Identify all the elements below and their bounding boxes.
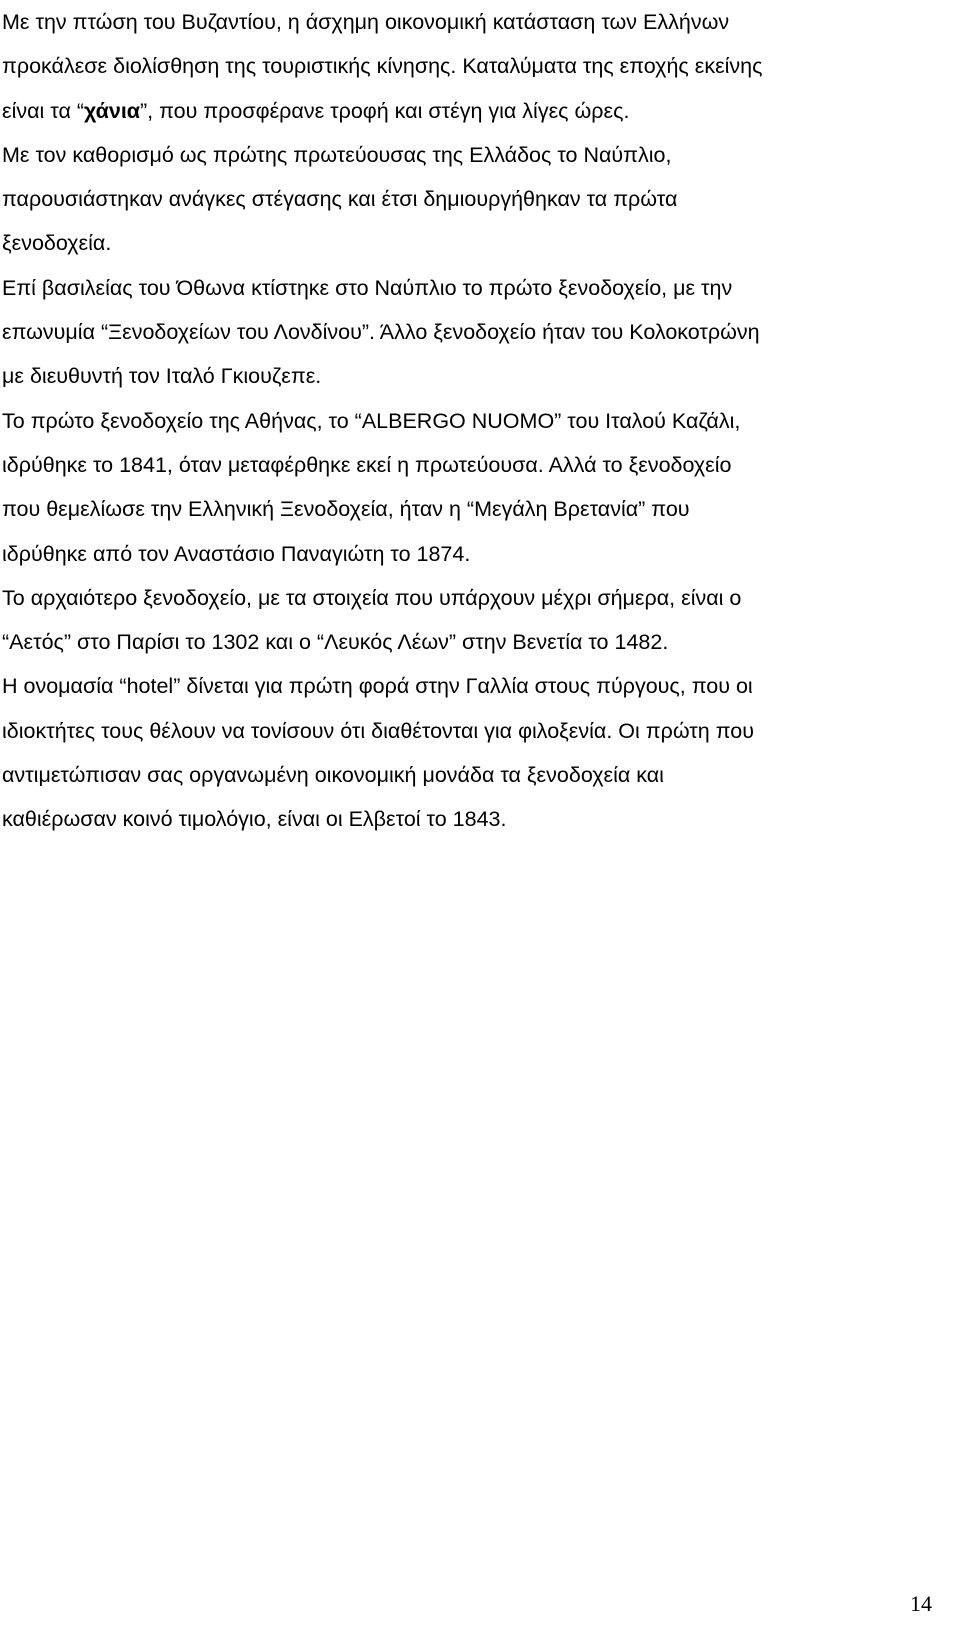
text-line: παρουσιάστηκαν ανάγκες στέγασης και έτσι δημιουργήθηκαν τα πρώτα [2,187,678,212]
text-line: Το αρχαιότερο ξενοδοχείο, με τα στοιχεία που υπάρχουν μέχρι σήμερα, είναι ο [2,585,742,610]
text-line: Το πρώτο ξενοδοχείο της Αθήνας, το “ALBERGO NUOMO” του Ιταλού Καζάλι, [2,408,741,433]
text-line: προκάλεσε διολίσθηση της τουριστικής κίνησης. Καταλύματα της εποχής εκείνης [2,54,763,79]
text-line: με διευθυντή τον Ιταλό Γκιουζεπε. [2,364,322,389]
text-line [2,89,947,133]
text-line: Η ονομασία “hotel” δίνεται για πρώτη φορά στην Γαλλία στους πύργους, που οι [2,674,753,699]
text-line: ιδρύθηκε από τον Αναστάσιο Παναγιώτη το 1874. [2,541,471,566]
text-fragment: είναι τα “ [2,98,85,123]
paragraph-oldest-hotels [2,576,947,665]
paragraph-athens-hotels [2,399,947,576]
emphasized-term: χάνια [84,98,141,123]
text-line: ιδρύθηκε το 1841, όταν μεταφέρθηκε εκεί η πρωτεύουσα. Αλλά το ξενοδοχείο [2,452,732,477]
text-line: “Αετός” στο Παρίσι το 1302 και ο “Λευκός Λέων” στην Βενετία το 1482. [2,630,669,655]
text-line: Επί βασιλείας του Όθωνα κτίστηκε στο Ναύπλιο το πρώτο ξενοδοχείο, με την [2,275,733,300]
paragraph-hotel-term [2,664,947,841]
text-line: που θεμελίωσε την Ελληνική Ξενοδοχεία, ήταν η “Μεγάλη Βρετανία” που [2,497,690,522]
text-line: ξενοδοχεία. [2,231,112,256]
text-line: Με τον καθορισμό ως πρώτης πρωτεύουσας της Ελλάδος το Ναύπλιο, [2,142,672,167]
paragraph-byzantium [2,0,947,133]
text-line: αντιμετώπισαν σας οργανωμένη οικονομική μονάδα τα ξενοδοχεία και [2,763,664,788]
text-line: επωνυμία “Ξενοδοχείων του Λονδίνου”. Άλλο ξενοδοχείο ήταν του Κολοκοτρώνη [2,320,760,345]
page-number: 14 [910,1591,932,1616]
text-line: ιδιοκτήτες τους θέλουν να τονίσουν ότι διαθέτονται για φιλοξενία. Οι πρώτη που [2,718,754,743]
paragraph-otto-reign [2,266,947,399]
paragraph-nafplio-capital [2,133,947,266]
text-fragment: ”, που προσφέρανε τροφή και στέγη για λίγες ώρες. [140,98,630,123]
text-line: καθιέρωσαν κοινό τιμολόγιο, είναι οι Ελβετοί το 1843. [2,807,507,832]
text-line: Με την πτώση του Βυζαντίου, η άσχημη οικονομική κατάσταση των Ελλήνων [2,10,730,34]
document-body [2,0,947,842]
